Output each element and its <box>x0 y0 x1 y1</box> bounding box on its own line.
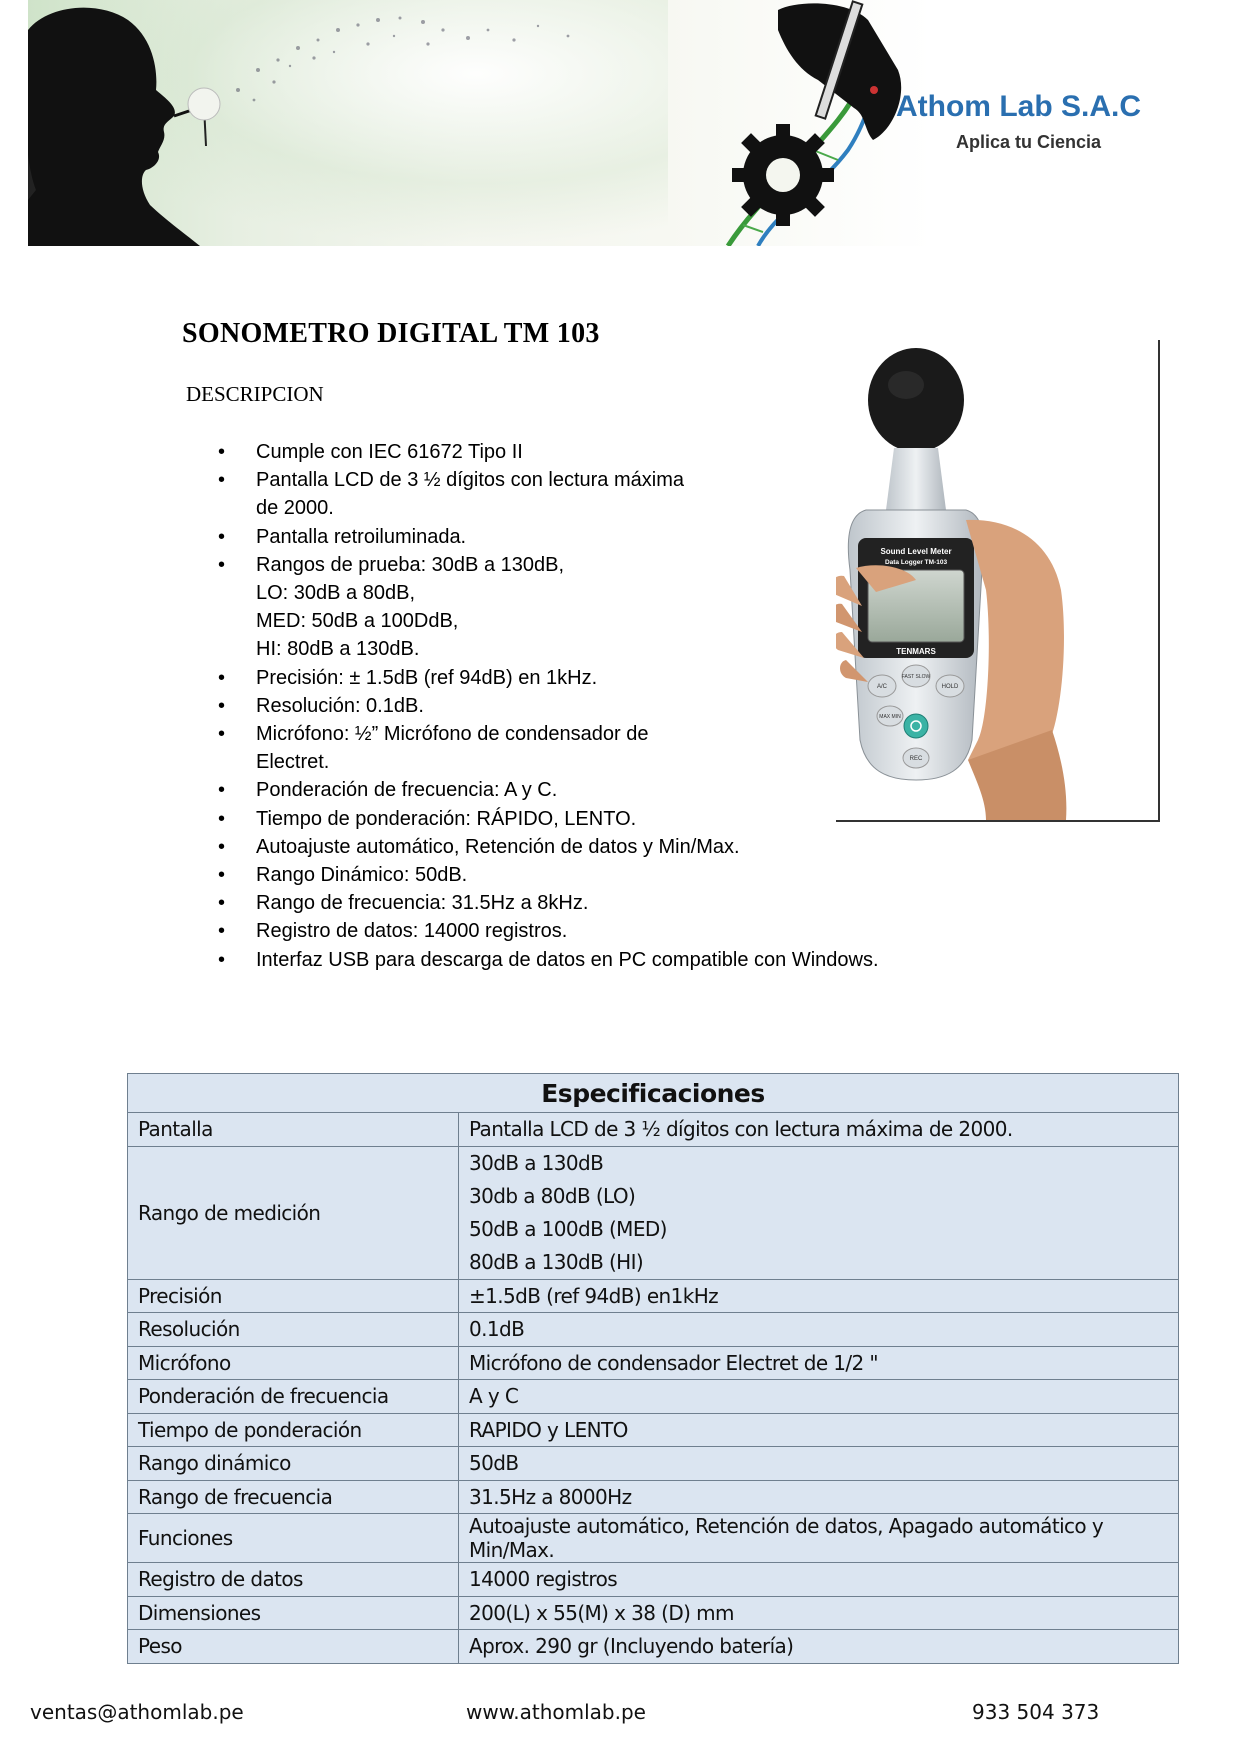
header-banner <box>28 0 1188 246</box>
sound-level-meter-image <box>836 340 1158 820</box>
spec-row <box>128 1279 1179 1313</box>
feature-text: • Pantalla retroiluminada. <box>256 525 467 548</box>
spec-value-line: 80dB a 130dB (HI) <box>469 1249 644 1274</box>
spec-label: Micrófono <box>128 1346 459 1380</box>
spec-value-line: 50dB a 100dB (MED) <box>469 1216 667 1241</box>
spec-label: Precisión <box>128 1279 459 1313</box>
spec-value <box>459 1480 1179 1514</box>
spec-value-line: 30dB a 130dB <box>469 1150 604 1175</box>
spec-row <box>128 1413 1179 1447</box>
feature-text: • Interfaz USB para descarga de datos en PC compatible con Windows. <box>256 948 879 971</box>
feature-text: • Resolución: 0.1dB. <box>256 694 424 717</box>
power-button-icon <box>904 714 928 738</box>
spec-value-line: ±1.5dB (ref 94dB) en1kHz <box>469 1283 719 1308</box>
spec-value <box>459 1413 1179 1447</box>
spec-row <box>128 1514 1179 1563</box>
spec-value <box>459 1313 1179 1347</box>
spec-value <box>459 1346 1179 1380</box>
spec-row <box>128 1447 1179 1481</box>
specifications-table <box>127 1073 1179 1664</box>
spec-row <box>128 1113 1179 1147</box>
spec-value-line: Micrófono de condensador Electret de 1/2 " <box>469 1350 879 1375</box>
spec-label: Rango de frecuencia <box>128 1480 459 1514</box>
device-brand-line1: Sound Level Meter <box>880 547 952 556</box>
spec-row <box>128 1596 1179 1630</box>
spec-value <box>459 1113 1179 1147</box>
spec-label: Peso <box>128 1630 459 1664</box>
device-brand-line2: Data Logger TM-103 <box>884 559 948 566</box>
spec-value <box>459 1514 1179 1563</box>
spec-value <box>459 1563 1179 1597</box>
feature-text: de 2000. <box>256 497 334 520</box>
spec-value <box>459 1447 1179 1481</box>
spec-row <box>128 1313 1179 1347</box>
spec-value-line: Pantalla LCD de 3 ½ dígitos con lectura máxima de 2000. <box>469 1117 1013 1142</box>
microphone-windscreen-icon <box>868 348 964 452</box>
feature-item <box>218 946 998 974</box>
max-min-button-label: MAX MIN <box>879 714 901 720</box>
feature-text: • Micrófono: ½” Micrófono de condensador de <box>256 723 649 746</box>
spec-value-line: 0.1dB <box>469 1317 525 1342</box>
child-silhouette-image <box>28 0 668 246</box>
spec-value-line: Autoajuste automático, Retención de datos, Apagado automático y Min/Max. <box>469 1514 1104 1562</box>
feature-text: Electret. <box>256 751 330 774</box>
spec-value-line: RAPIDO y LENTO <box>469 1417 628 1442</box>
spec-value-line: 14000 registros <box>469 1567 618 1592</box>
feature-text: • Rango de frecuencia: 31.5Hz a 8kHz. <box>256 892 589 915</box>
spec-value <box>459 1596 1179 1630</box>
spec-label: Dimensiones <box>128 1596 459 1630</box>
product-title: SONOMETRO DIGITAL TM 103 <box>182 318 600 349</box>
spec-row <box>128 1563 1179 1597</box>
fast-slow-button-label: FAST SLOW <box>901 674 931 680</box>
spec-row <box>128 1630 1179 1664</box>
spec-label: Rango de medición <box>128 1146 459 1279</box>
feature-item <box>218 861 998 889</box>
feature-text: LO: 30dB a 80dB, <box>256 582 416 605</box>
footer-website[interactable]: www.athomlab.pe <box>466 1700 646 1724</box>
feature-text: • Cumple con IEC 61672 Tipo II <box>256 441 523 463</box>
spec-label: Pantalla <box>128 1113 459 1147</box>
spec-row <box>128 1380 1179 1414</box>
spec-value <box>459 1146 1179 1279</box>
feature-text: • Precisión: ± 1.5dB (ref 94dB) en 1kHz. <box>256 666 598 689</box>
spec-value-line: 31.5Hz a 8000Hz <box>469 1484 632 1509</box>
spec-value-line: 200(L) x 55(M) x 38 (D) mm <box>469 1600 734 1625</box>
feature-item <box>218 889 998 917</box>
feature-text: HI: 80dB a 130dB. <box>256 638 420 661</box>
spec-value-line: 50dB <box>469 1451 519 1476</box>
spec-row <box>128 1480 1179 1514</box>
description-heading: DESCRIPCION <box>186 382 324 406</box>
company-name: Athom Lab S.A.C <box>896 90 1141 123</box>
spec-label: Resolución <box>128 1313 459 1347</box>
spec-row <box>128 1346 1179 1380</box>
spec-row <box>128 1146 1179 1279</box>
feature-text: • Tiempo de ponderación: RÁPIDO, LENTO. <box>256 807 637 830</box>
spec-value <box>459 1279 1179 1313</box>
lab-logo-art <box>668 0 908 246</box>
spec-value <box>459 1380 1179 1414</box>
feature-item <box>218 833 998 861</box>
product-photo <box>836 340 1160 822</box>
spec-value <box>459 1630 1179 1664</box>
feature-text: • Registro de datos: 14000 registros. <box>256 920 568 943</box>
hold-button-label: HOLD <box>941 684 959 690</box>
ac-button-label: A/C <box>876 684 888 690</box>
feature-text: • Rango Dinámico: 50dB. <box>256 864 468 887</box>
feature-text: • Ponderación de frecuencia: A y C. <box>256 779 558 802</box>
spec-label: Tiempo de ponderación <box>128 1413 459 1447</box>
spec-value-line: Aprox. 290 gr (Incluyendo batería) <box>469 1634 794 1659</box>
feature-text: • Rangos de prueba: 30dB a 130dB, <box>256 553 565 576</box>
spec-value-line: 30db a 80dB (LO) <box>469 1183 636 1208</box>
spec-label: Funciones <box>128 1514 459 1563</box>
feature-text: • Pantalla LCD de 3 ½ dígitos con lectura máxima <box>256 469 684 492</box>
footer-email[interactable]: ventas@athomlab.pe <box>30 1700 244 1724</box>
feature-text: • Autoajuste automático, Retención de datos y Min/Max. <box>256 835 740 858</box>
footer-phone: 933 504 373 <box>972 1700 1100 1724</box>
spec-label: Ponderación de frecuencia <box>128 1380 459 1414</box>
company-tagline: Aplica tu Ciencia <box>956 132 1102 152</box>
device-maker: TENMARS <box>896 647 936 656</box>
spec-label: Rango dinámico <box>128 1447 459 1481</box>
spec-value-line: A y C <box>469 1384 519 1409</box>
spec-label: Registro de datos <box>128 1563 459 1597</box>
rec-button-label: REC <box>909 756 923 762</box>
feature-item <box>218 917 998 945</box>
specifications-title: Especificaciones <box>128 1074 1179 1113</box>
feature-text: MED: 50dB a 100DdB, <box>256 610 459 633</box>
